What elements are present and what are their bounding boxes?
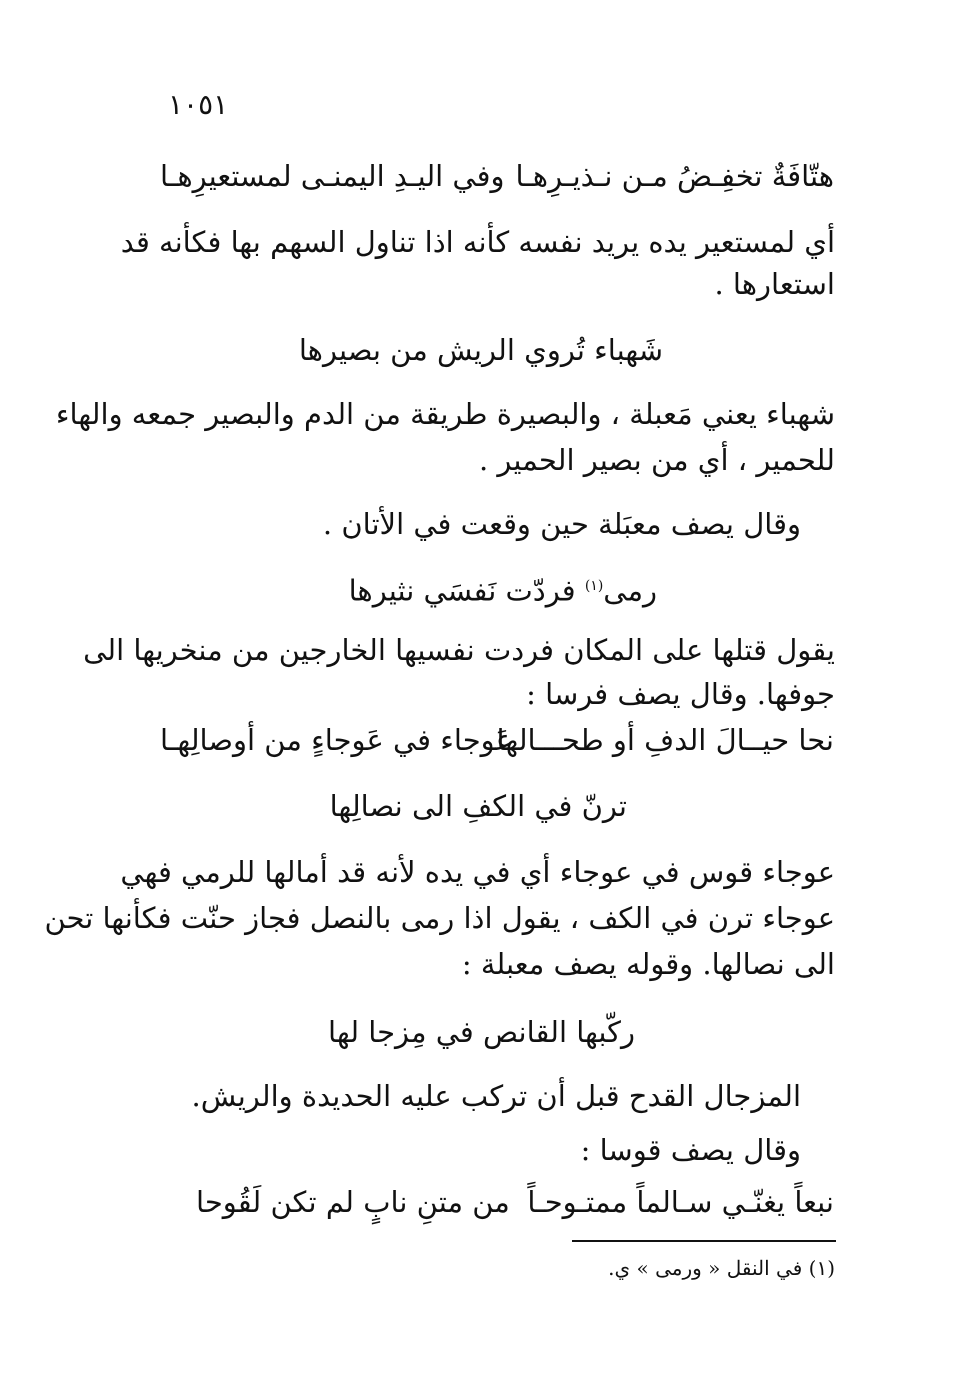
verse-word: فردّت نَفسَي نثيرها: [348, 573, 576, 608]
verse-line-7: [196, 1182, 834, 1222]
verse-hemistich-left: عَوجاء في عَوجاءٍ من أوصالِهـا: [160, 723, 513, 757]
verse-hemistich-right: نبعاً يغنّـي سـالماً ممتـوحـاً: [527, 1185, 834, 1219]
verse-line-6: ركّبها القانص في مِزجا لها: [327, 1015, 635, 1049]
footnote: (١) في النقل « ورمى » ي.: [608, 1256, 835, 1280]
text-line: عوجاء قوس في عوجاء أي في يده لأنه قد أمالها للرمي فهي: [120, 855, 835, 889]
text-line: استعارها .: [714, 267, 835, 301]
footnote-marker: (١): [584, 578, 604, 594]
page-number: ١٠٥١: [168, 88, 229, 121]
text-line: المزجال القدح قبل أن تركب عليه الحديدة والريش.: [191, 1079, 801, 1113]
text-line: عوجاء ترن في الكف ، يقول اذا رمى بالنصل فجاز حنّت فكأنها تحن: [44, 901, 835, 935]
text-line: الى نصالها. وقوله يصف معبلة :: [461, 947, 835, 981]
text-line: وقال يصف قوسا :: [580, 1133, 801, 1167]
verse-hemistich-left: وفي اليـدِ اليمنـى لمستعيرِهـا: [160, 159, 505, 193]
verse-word: رمى: [603, 573, 657, 608]
text-line: للحمير ، أي من بصير الحمير .: [478, 443, 835, 477]
verse-hemistich-left: من متنِ نابٍ لم تكن لَقُوحا: [196, 1185, 510, 1219]
footnote-divider: [572, 1240, 836, 1242]
verse-line-3: [349, 566, 657, 611]
verse-hemistich-right: نحا حيــالَ الدفِ أو طحـــالها: [496, 723, 834, 757]
text-line: جوفها. وقال يصف فرسا :: [526, 677, 835, 711]
verse-line-2: شَهباء تُروي الريش من بصيرها: [298, 333, 663, 367]
verse-hemistich-right: هتّافَةٌ تخفِـضُ مـن نـذيـرِهـا: [515, 159, 834, 193]
text-line: أي لمستعير يده يريد نفسه كأنه اذا تناول السهم بها فكأنه قد: [120, 225, 835, 259]
text-line: وقال يصف معبَلة حين وقعت في الأتان .: [322, 507, 801, 541]
verse-line-5: ترنّ في الكفِ الى نصالِها: [329, 789, 627, 823]
text-line: شهباء يعني مَعبلة ، والبصيرة طريقة من الدم والبصير جمعه والهاء: [55, 397, 835, 431]
text-line: يقول قتلها على المكان فردت نفسيها الخارجين من منخريها الى: [83, 633, 835, 667]
verse-line-1: [160, 156, 834, 196]
verse-line-4: [160, 720, 834, 760]
